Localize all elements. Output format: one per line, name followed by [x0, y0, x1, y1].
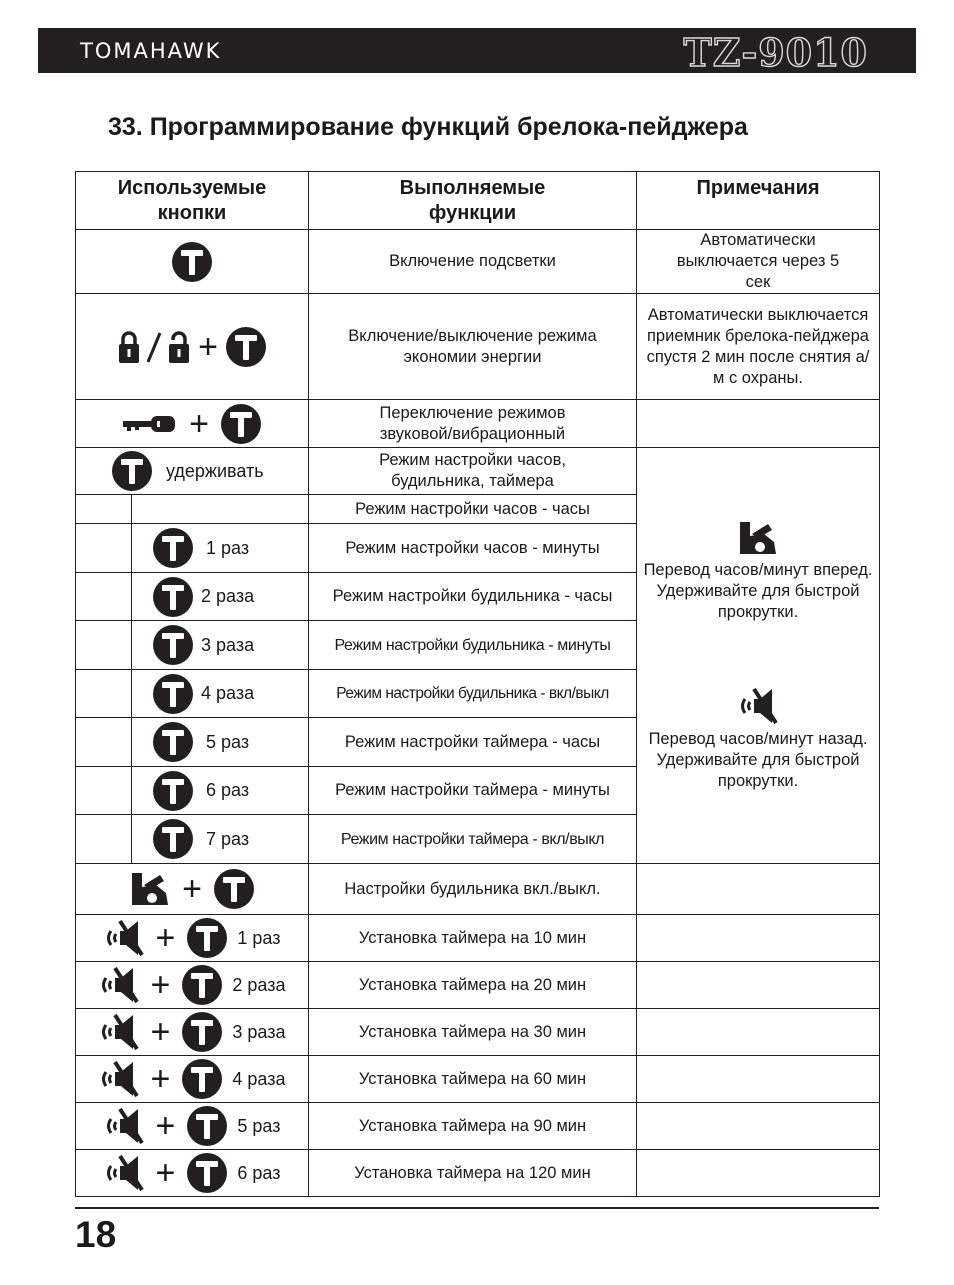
t-button-icon	[221, 404, 261, 444]
t-button-icon	[172, 242, 212, 282]
note-cell-empty	[637, 1056, 880, 1103]
table-row	[76, 294, 880, 400]
t-button-icon	[226, 327, 266, 367]
silent-icon	[99, 1060, 139, 1098]
table-row	[76, 448, 880, 495]
page-title: 33. Программирование функций брелока-пейджера	[108, 113, 748, 141]
buttons-cell	[76, 230, 309, 294]
t-button-icon	[187, 918, 227, 958]
note-cell-empty	[637, 400, 880, 448]
plus-sign: +	[198, 327, 218, 366]
buttons-cell	[76, 1103, 309, 1150]
clock-notes-cell	[637, 448, 880, 864]
function-cell: Режим настройки часов - часы	[309, 495, 637, 524]
buttons-cell	[76, 1150, 309, 1197]
brand-name: TOMAHAWK	[80, 39, 222, 63]
plus-sign: +	[155, 1154, 176, 1192]
press-count: 3 раза	[201, 634, 255, 655]
t-button-icon	[153, 674, 193, 714]
press-count: 1 раз	[237, 927, 281, 948]
table-row	[76, 962, 880, 1009]
press-count: 5 раз	[237, 1115, 281, 1136]
buttons-cell	[76, 1009, 309, 1056]
hold-label: удерживать	[166, 460, 264, 481]
function-cell: Переключение режимов звуковой/вибрационный	[309, 400, 637, 448]
t-button-icon	[182, 1059, 222, 1099]
t-button-icon	[182, 1012, 222, 1052]
note-cell-empty	[637, 1103, 880, 1150]
function-cell: Режим настройки будильника - вкл/выкл	[309, 670, 637, 718]
buttons-cell	[76, 524, 309, 573]
silent-icon	[104, 1154, 144, 1192]
silent-icon	[738, 687, 778, 725]
note-backward: Перевод часов/минут назад. Удерживайте для быстрой прокрутки.	[648, 729, 868, 790]
buttons-cell	[76, 767, 309, 815]
page-number: 18	[75, 1214, 117, 1255]
t-button-icon	[153, 819, 193, 859]
note-cell-empty	[637, 1150, 880, 1197]
table-row	[76, 864, 880, 915]
note-forward: Перевод часов/минут вперед. Удерживайте для быстрой прокрутки.	[643, 560, 873, 621]
model-name: TZ-9010	[683, 30, 868, 75]
function-cell: Установка таймера на 20 мин	[309, 962, 637, 1009]
plus-sign: +	[150, 966, 171, 1004]
t-button-icon	[153, 577, 193, 617]
function-cell: Установка таймера на 90 мин	[309, 1103, 637, 1150]
buttons-cell	[76, 815, 309, 864]
press-count: 7 раз	[206, 828, 250, 849]
column-header-notes: Примечания	[637, 172, 880, 230]
note-cell: Автоматически выключается через 5 сек	[637, 230, 880, 294]
table-row	[76, 1009, 880, 1056]
function-cell: Режим настройки будильника - часы	[309, 573, 637, 621]
table-header-row	[76, 172, 880, 230]
press-count: 2 раза	[201, 586, 255, 606]
t-button-icon	[153, 625, 193, 665]
plus-sign: +	[155, 919, 176, 957]
plus-sign: +	[150, 1060, 171, 1098]
t-button-icon	[187, 1106, 227, 1146]
buttons-cell	[76, 294, 309, 400]
buttons-cell	[76, 1056, 309, 1103]
function-cell: Настройки будильника вкл./выкл.	[309, 864, 637, 915]
unlock-icon	[168, 330, 190, 364]
column-header-functions: Выполняемые функции	[309, 172, 637, 230]
t-button-icon	[153, 722, 193, 762]
buttons-cell	[76, 962, 309, 1009]
header-bar	[38, 28, 916, 73]
t-button-icon	[187, 1153, 227, 1193]
buttons-cell	[76, 495, 309, 524]
t-button-icon	[112, 451, 152, 491]
press-count: 6 раз	[237, 1162, 281, 1183]
buttons-cell	[76, 718, 309, 767]
buttons-cell	[76, 670, 309, 718]
silent-icon	[104, 1107, 144, 1145]
functions-table	[75, 171, 880, 1197]
silent-icon	[99, 1013, 139, 1051]
note-cell: Автоматически выключается приемник брелока-пейджера спустя 2 мин после снятия а/м с охраны.	[637, 294, 880, 400]
table-row	[76, 1150, 880, 1197]
note-cell-empty	[637, 1009, 880, 1056]
function-cell: Режим настройки часов - минуты	[309, 524, 637, 573]
press-count: 4 раза	[232, 1068, 286, 1089]
slash-icon	[146, 330, 162, 364]
function-cell: Установка таймера на 60 мин	[309, 1056, 637, 1103]
plus-sign: +	[150, 1013, 171, 1051]
function-cell: Включение подсветки	[309, 230, 637, 294]
press-count: 4 раза	[201, 683, 255, 703]
plus-sign: +	[189, 404, 209, 443]
t-button-icon	[214, 869, 254, 909]
silent-icon	[99, 966, 139, 1004]
function-cell: Установка таймера на 30 мин	[309, 1009, 637, 1056]
t-button-icon	[153, 528, 193, 568]
buttons-cell	[76, 621, 309, 670]
table-row	[76, 1056, 880, 1103]
t-button-icon	[153, 771, 193, 811]
note-cell-empty	[637, 962, 880, 1009]
column-header-buttons: Используемые кнопки	[76, 172, 309, 230]
table-row	[76, 400, 880, 448]
note-cell-empty	[637, 915, 880, 962]
function-cell: Включение/выключение режима экономии энергии	[309, 294, 637, 400]
function-cell: Установка таймера на 120 мин	[309, 1150, 637, 1197]
function-cell: Режим настройки таймера - часы	[309, 718, 637, 767]
footer-rule	[75, 1207, 879, 1209]
table-row	[76, 1103, 880, 1150]
table-row	[76, 915, 880, 962]
plus-sign: +	[182, 870, 202, 908]
function-cell: Режим настройки часов, будильника, таймера	[309, 448, 637, 495]
buttons-cell	[76, 864, 309, 915]
plus-sign: +	[155, 1107, 176, 1145]
trunk-icon	[130, 871, 170, 907]
press-count: 3 раза	[232, 1021, 286, 1042]
buttons-cell	[76, 448, 309, 495]
press-count: 5 раз	[206, 731, 250, 752]
function-cell: Режим настройки будильника - минуты	[309, 621, 637, 670]
trunk-icon	[738, 520, 778, 556]
note-cell-empty	[637, 864, 880, 915]
table-row	[76, 230, 880, 294]
function-cell: Режим настройки таймера - минуты	[309, 767, 637, 815]
key-icon	[123, 413, 177, 435]
t-button-icon	[182, 965, 222, 1005]
lock-icon	[118, 330, 140, 364]
press-count: 6 раз	[206, 780, 250, 800]
buttons-cell	[76, 915, 309, 962]
press-count: 1 раз	[206, 537, 250, 558]
press-count: 2 раза	[232, 974, 286, 995]
silent-icon	[104, 919, 144, 957]
function-cell: Режим настройки таймера - вкл/выкл	[309, 815, 637, 864]
buttons-cell	[76, 573, 309, 621]
function-cell: Установка таймера на 10 мин	[309, 915, 637, 962]
buttons-cell	[76, 400, 309, 448]
